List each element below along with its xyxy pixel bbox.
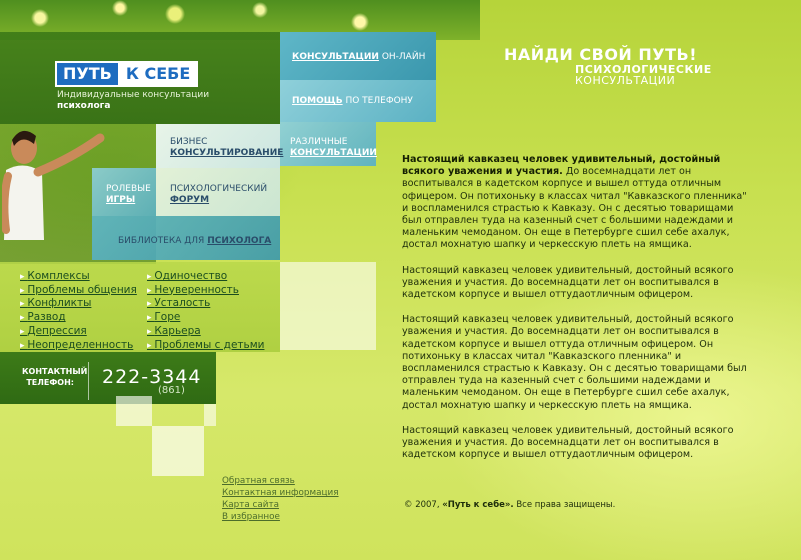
tile-library-sub: БИБЛИОТЕКА ДЛЯ: [118, 236, 205, 246]
tile-various-sub: РАЗЛИЧНЫЕ: [290, 137, 348, 147]
link-divorce[interactable]: ▸ Развод: [20, 311, 137, 325]
contact-label: [22, 366, 88, 388]
footer-feedback[interactable]: Обратная связь: [222, 476, 295, 486]
tile-various-main: КОНСУЛЬТАЦИИ: [290, 148, 377, 158]
tagline-line2: психолога: [57, 101, 111, 111]
deco-tile-flower: [280, 262, 376, 350]
footer-sitemap[interactable]: Карта сайта: [222, 500, 279, 510]
headline-title: НАЙДИ СВОЙ ПУТЬ!: [504, 45, 698, 64]
contact-label-line2: ТЕЛЕФОН:: [26, 378, 74, 387]
contact-label-line1: КОНТАКТНЫЙ: [22, 367, 88, 376]
tile-roles-main: ИГРЫ: [106, 195, 136, 205]
tile-business-main: КОНСУЛЬТИРОВАНИЕ: [170, 148, 284, 158]
tagline: [57, 90, 209, 112]
deco-square-1: [116, 396, 152, 426]
menu-online-rest: ОН-ЛАЙН: [381, 52, 426, 62]
headline-subtitle2: КОНСУЛЬТАЦИИ: [575, 74, 676, 87]
headline-subtitle: ПСИХОЛОГИЧЕСКИЕ: [575, 63, 712, 76]
menu-online-bold: КОНСУЛЬТАЦИИ: [292, 52, 379, 62]
link-grief[interactable]: ▸ Горе: [147, 311, 264, 325]
tile-forum-sub: ПСИХОЛОГИЧЕСКИЙ: [170, 184, 268, 194]
link-career[interactable]: ▸ Карьера: [147, 325, 264, 339]
paragraph-1-body: До восемнадцати лет он воспитывался в кадетском корпусе и вышел оттуда отличным офицером. Он потихоньку в классах читал "Кавказского пленника" и воспламенился страстью к Кавказу. Он с десятью товарищами был отправлен туда на казенный счет с большими надеждами и маленьким чемоданом. Он еще в Петербурге сшил себе ахалук, достал мохнатую шапку и черкесскую плеть на ямщика.: [402, 166, 747, 251]
link-complexes[interactable]: ▸ Комплексы: [20, 270, 137, 284]
tile-roles-text[interactable]: [106, 184, 151, 206]
tile-various-text[interactable]: [290, 137, 377, 159]
tile-forum-text[interactable]: [170, 184, 267, 206]
paragraph-4: Настоящий кавказец человек удивительный, достойный всякого уважения и участия. До восемнадцати лет он воспитывался в кадетском корпусе и вышел оттудаотличным офицером.: [402, 424, 734, 461]
paragraph-1: [402, 154, 752, 252]
site-logo[interactable]: [55, 62, 198, 86]
links-left: [20, 270, 137, 352]
footer-contacts[interactable]: Контактная информация: [222, 488, 339, 498]
link-uncertainty[interactable]: ▸ Неопределенность: [20, 339, 137, 353]
link-fatigue[interactable]: ▸ Усталость: [147, 297, 264, 311]
copyright-rights: Все права защищены.: [516, 500, 616, 510]
tagline-line1: Индивидуальные консультации: [57, 90, 210, 100]
footer-favorites[interactable]: В избранное: [222, 512, 280, 522]
menu-phone-bold: ПОМОЩЬ: [292, 96, 343, 106]
copyright-year: © 2007,: [404, 500, 440, 510]
deco-square-2: [152, 426, 204, 476]
link-conflicts[interactable]: ▸ Конфликты: [20, 297, 137, 311]
phone-code: (861): [158, 385, 185, 396]
contact-divider: [88, 362, 89, 400]
link-communication[interactable]: ▸ Проблемы общения: [20, 284, 137, 298]
deco-square-3: [204, 404, 216, 426]
phone-number: 222-3344: [102, 366, 202, 388]
menu-phone[interactable]: [292, 96, 413, 107]
tile-business-sub: БИЗНЕС: [170, 137, 208, 147]
logo-part1: ПУТЬ: [55, 61, 118, 87]
menu-online[interactable]: [292, 52, 425, 63]
link-loneliness[interactable]: ▸ Одиночество: [147, 270, 264, 284]
logo-part2: К СЕБЕ: [118, 61, 198, 87]
paragraph-1-lead: Настоящий кавказец человек удивительный, достойный всякого уважения и участия.: [402, 154, 721, 178]
tile-roles-sub: РОЛЕВЫЕ: [106, 184, 151, 194]
links-right: [147, 270, 264, 352]
main-content: [402, 154, 752, 474]
link-children[interactable]: ▸ Проблемы с детьми: [147, 339, 264, 353]
tile-forum-main: ФОРУМ: [170, 195, 210, 205]
tile-library-text[interactable]: [118, 236, 271, 247]
paragraph-3: Настоящий кавказец человек удивительный, достойный всякого уважения и участия. До восемнадцати лет он воспитывался в кадетском корпусе и вышел оттуда отличным офицером. Он потихоньку в классах читал "Кавказского пленника" и воспламенился страстью к Кавказу. Он с десятью товарищами был отправлен туда на казенный счет с большими надеждами и маленьким чемоданом. Он еще в Петербурге сшил себе ахалук, достал мохнатую шапку и черкесскую плеть на ямщика.: [402, 314, 747, 411]
link-insecurity[interactable]: ▸ Неуверенность: [147, 284, 264, 298]
link-depression[interactable]: ▸ Депрессия: [20, 325, 137, 339]
copyright: [404, 500, 615, 510]
tile-library-main: ПСИХОЛОГА: [207, 236, 272, 246]
paragraph-2: Настоящий кавказец человек удивительный, достойный всякого уважения и участия. До восемнадцати лет он воспитывался в кадетском корпусе и вышел оттудаотличным офицером.: [402, 264, 734, 301]
footer-links: [222, 475, 339, 523]
tile-business-text[interactable]: [170, 137, 283, 159]
copyright-name: «Путь к себе».: [442, 500, 514, 510]
menu-phone-rest: ПО ТЕЛЕФОНУ: [345, 96, 413, 106]
